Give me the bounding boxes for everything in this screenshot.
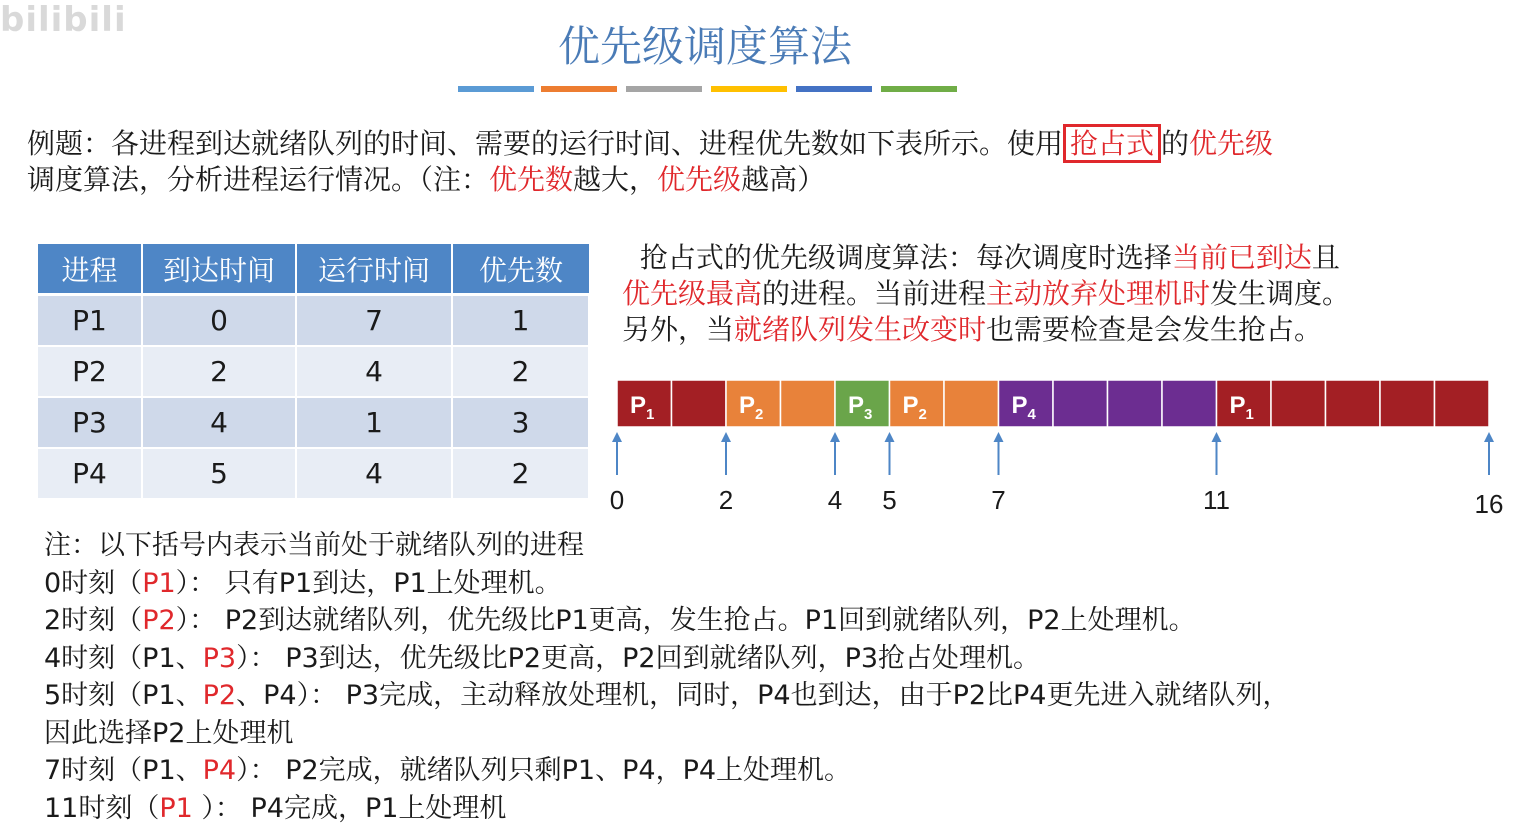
table-header: 优先数 (452, 244, 589, 295)
explain-text: 另外，当 (622, 313, 735, 346)
note-text: 2时刻（ (44, 605, 143, 636)
explain-red-text: 主动放弃处理机时 (986, 277, 1211, 310)
time-marker-arrowhead (830, 432, 840, 442)
gantt-cell (1108, 380, 1163, 427)
note-text: 11时刻（ (44, 792, 160, 824)
time-marker-label: 0 (610, 485, 625, 515)
note-line (44, 565, 1504, 603)
table-cell: P1 (38, 295, 142, 347)
gantt-cell (1380, 380, 1435, 427)
problem-red-text: 优先级 (657, 163, 742, 196)
problem-red-text: 优先数 (489, 163, 574, 196)
gantt-cell (1053, 380, 1108, 427)
gantt-cell (1162, 380, 1217, 427)
table-row (38, 346, 589, 397)
explain-text: 也需要检查是会发生抢占。 (986, 313, 1323, 346)
stripe-2 (541, 86, 617, 92)
problem-text: 例题：各进程到达就绪队列的时间、需要的运行时间、进程优先数如下表所示。使用 (27, 127, 1064, 160)
table-cell: 4 (296, 346, 452, 397)
note-red-text: P1 (142, 567, 176, 599)
process-table (38, 244, 590, 500)
page-title: 优先级调度算法 (557, 22, 852, 71)
table-row (38, 448, 589, 499)
table-cell: 0 (142, 295, 296, 347)
time-marker-label: 4 (827, 485, 843, 515)
stripe-1 (458, 86, 534, 92)
time-marker-arrowhead (721, 432, 731, 442)
note-text: ）： P3到达，优先级比P2更高，P2回到就绪队列，P3抢占处理机。 (236, 642, 1041, 674)
table-cell: P2 (38, 346, 142, 397)
algorithm-explanation (622, 240, 1462, 348)
note-text: ）： 只有P1到达，P1上处理机。 (175, 567, 562, 599)
gantt-cell (1326, 380, 1381, 427)
explain-red-text: 当前已到达 (1171, 241, 1312, 274)
time-marker-label: 7 (991, 485, 1006, 515)
table-cell: P3 (38, 397, 142, 448)
table-cell: 7 (296, 295, 452, 347)
note-line (44, 527, 1504, 565)
note-red-text: P2 (202, 680, 237, 711)
note-text: ）： P2完成，就绪队列只剩P1、P4，P4上处理机。 (236, 755, 852, 786)
table-cell: P4 (38, 448, 142, 499)
time-marker-arrowhead (1484, 432, 1494, 442)
table-header-row (38, 244, 589, 295)
table-row (38, 295, 589, 347)
gantt-cell (944, 380, 999, 427)
problem-text: 的 (1161, 127, 1190, 160)
time-marker-label: 16 (1474, 489, 1504, 519)
gantt-markers (610, 432, 1503, 519)
problem-text: 越大， (573, 163, 658, 196)
gantt-segment-label: $P_4$ (1011, 392, 1036, 423)
gantt-cell (781, 380, 836, 427)
stripe-3 (626, 86, 702, 92)
gantt-segment-label: $P_2$ (739, 392, 764, 423)
time-marker-arrowhead (885, 432, 895, 442)
note-red-text: P4 (202, 755, 237, 786)
table-cell: 5 (142, 448, 296, 499)
gantt-segment-label: $P_1$ (1229, 392, 1254, 423)
timeline-notes (44, 527, 1504, 827)
stripe-5 (796, 86, 872, 92)
table-cell: 1 (452, 295, 589, 347)
note-line (44, 602, 1504, 640)
bilibili-watermark: bilibili (0, 0, 127, 40)
note-line (44, 715, 1504, 753)
note-red-text: P1 (159, 792, 193, 824)
table-header: 进程 (38, 244, 142, 295)
table-cell: 3 (452, 397, 589, 448)
note-text: 4时刻（P1、 (44, 642, 203, 674)
time-marker-label: 2 (718, 485, 734, 515)
gantt-cell (1271, 380, 1326, 427)
problem-statement (27, 126, 1447, 198)
time-marker-arrowhead (1212, 432, 1222, 442)
explain-text: 且 (1311, 241, 1340, 274)
table-row (38, 397, 589, 448)
note-text: 、P4）： P3完成，主动释放处理机，同时，P4也到达，由于P2比P4更先进入就绪队列， (236, 680, 1290, 711)
note-line (44, 790, 1504, 828)
problem-text: 调度算法，分析进程运行情况。（注： (27, 163, 490, 196)
problem-red-text: 优先级 (1189, 127, 1274, 160)
explain-text: 的进程。当前进程 (762, 277, 987, 310)
time-marker-label: 11 (1203, 485, 1230, 515)
gantt-segment-label: $P_1$ (630, 392, 655, 423)
gantt-cell (672, 380, 727, 427)
note-text: 因此选择P2上处理机 (44, 717, 294, 749)
note-text: 7时刻（P1、 (44, 755, 203, 786)
table-cell: 2 (142, 346, 296, 397)
stripe-6 (881, 86, 957, 92)
table-cell: 4 (296, 448, 452, 499)
problem-text: 越高） (741, 163, 826, 196)
explain-text: 抢占式的优先级调度算法：每次调度时选择 (639, 241, 1172, 274)
note-text: ）： P2到达就绪队列，优先级比P1更高，发生抢占。P1回到就绪队列，P2上处理机。 (175, 605, 1196, 636)
table-header: 到达时间 (142, 244, 296, 295)
table-header: 运行时间 (296, 244, 452, 295)
table-cell: 2 (452, 448, 589, 499)
note-text: ）： P4完成，P1上处理机 (192, 792, 507, 824)
table-cell: 4 (142, 397, 296, 448)
note-line (44, 677, 1504, 715)
note-red-text: P3 (202, 642, 237, 674)
time-marker-arrowhead (994, 432, 1004, 442)
note-text: 注：以下括号内表示当前处于就绪队列的进程 (44, 530, 584, 561)
stripe-4 (711, 86, 787, 92)
note-line (44, 752, 1504, 790)
explain-red-text: 优先级最高 (622, 277, 763, 310)
preemptive-highlight: 抢占式 (1063, 124, 1161, 163)
note-text: 0时刻（ (44, 567, 143, 599)
note-text: 5时刻（P1、 (44, 680, 203, 711)
table-cell: 2 (452, 346, 589, 397)
gantt-segment-label: $P_3$ (848, 392, 873, 423)
time-marker-arrowhead (612, 432, 622, 442)
gantt-chart (610, 370, 1510, 520)
gantt-cell (1435, 380, 1490, 427)
explain-text: 发生调度。 (1210, 277, 1351, 310)
note-red-text: P2 (142, 605, 176, 636)
explain-red-text: 就绪队列发生改变时 (734, 313, 987, 346)
gantt-segment-label: $P_2$ (902, 392, 927, 423)
time-marker-label: 5 (882, 485, 897, 515)
table-cell: 1 (296, 397, 452, 448)
note-line (44, 640, 1504, 678)
